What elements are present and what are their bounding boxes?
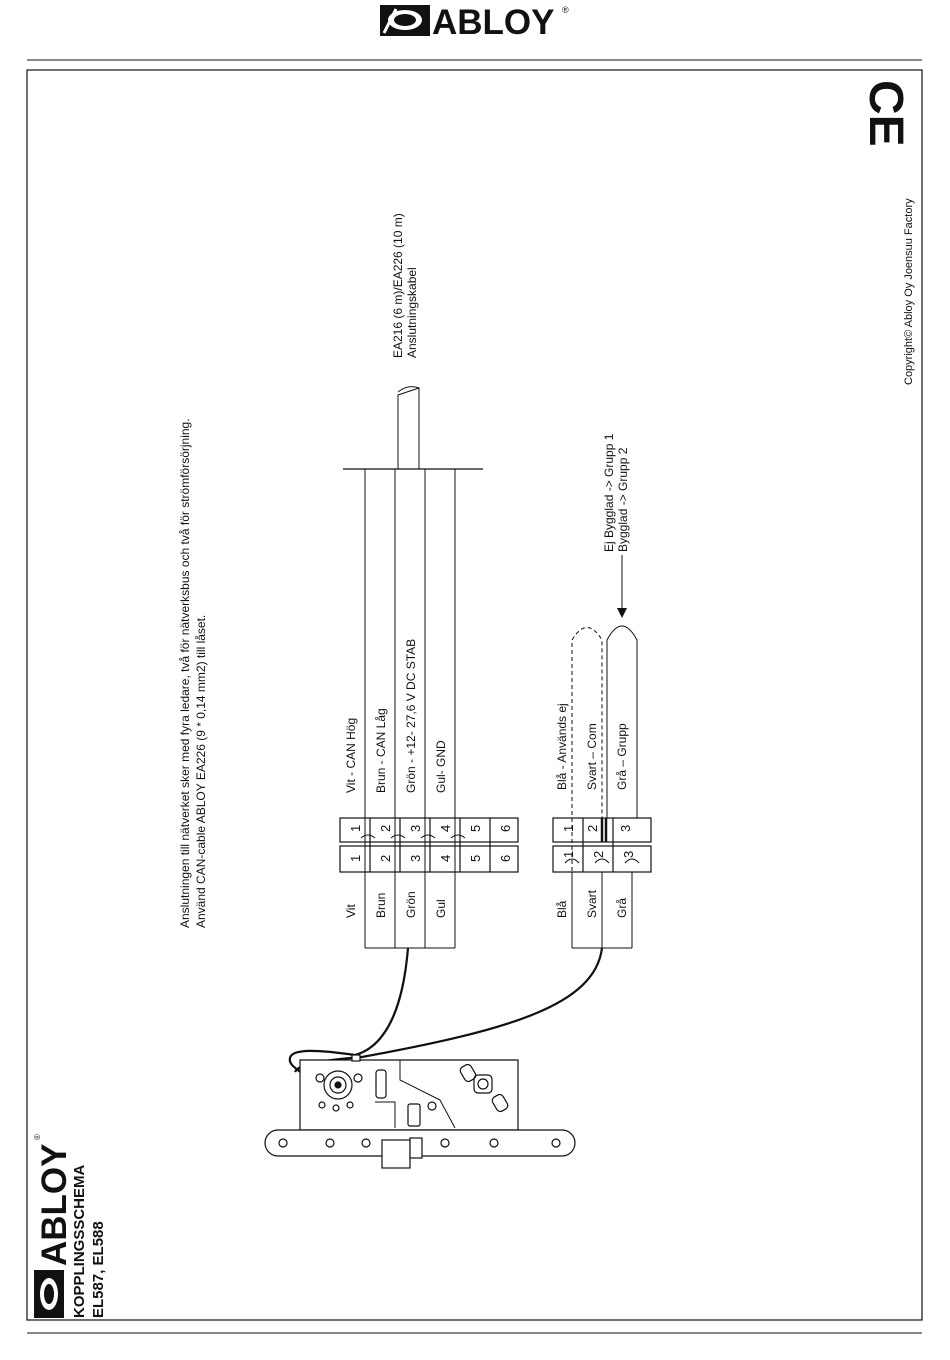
conn-b-signal-3: Grå – Grupp	[615, 723, 629, 790]
conn-a-signal-2: Brun - CAN Låg	[374, 708, 388, 793]
conn-a-pin-right-5: 5	[468, 854, 483, 862]
header-brand: ABLOY	[432, 3, 555, 42]
title-registered-mark: ®	[33, 1134, 42, 1140]
copyright-text: Copyright© Abloy Oy Joensuu Factory	[903, 198, 915, 385]
conn-a-pin-left-4: 4	[438, 824, 453, 832]
conn-a-pin-right-4: 4	[438, 854, 453, 862]
conn-a-signal-1: Vit - CAN Hög	[344, 717, 358, 793]
ce-mark-icon	[859, 80, 912, 147]
intro-note-line1: Anslutningen till nätverket sker med fyra ledare, två för nätverksbus och två för strömförsörjning.	[178, 418, 192, 928]
conn-b-wire-color-1: Blå	[555, 900, 569, 918]
conn-a-pin-left-1: 1	[348, 824, 363, 832]
conn-a-wire-color-3: Grön	[404, 891, 418, 918]
header-registered-mark: ®	[562, 5, 569, 15]
conn-a-pin-left-3: 3	[408, 824, 423, 832]
conn-a-wire-color-4: Gul	[434, 899, 448, 918]
conn-b-pin-right-3: 3	[621, 850, 636, 858]
conn-a-pin-right-2: 2	[378, 854, 393, 862]
conn-a-pin-right-6: 6	[498, 854, 513, 862]
abloy-key-logo-icon	[380, 5, 430, 36]
conn-a-pin-left-2: 2	[378, 824, 393, 832]
conn-b-pin-right-1: 1	[561, 850, 576, 858]
conn-a-signal-3: Grön - +12- 27,6 V DC STAB	[404, 638, 418, 793]
connector-a-plug	[340, 846, 518, 872]
conn-b-signal-1: Blå - Används ej	[555, 703, 569, 790]
cable-label-line1: EA216 (6 m)/EA226 (10 m)	[391, 213, 405, 358]
conn-a-wire-color-1: Vit	[344, 904, 358, 918]
header-logo	[380, 3, 569, 42]
conn-a-pin-right-1: 1	[348, 854, 363, 862]
conn-a-wire-color-2: Brun	[374, 892, 388, 918]
conn-a-pin-right-3: 3	[408, 854, 423, 862]
title-models: EL587, EL588	[90, 1221, 107, 1318]
group-arrow-icon	[617, 555, 627, 618]
conn-b-signal-2: Svart – Com	[585, 723, 599, 790]
connector-a-socket	[340, 818, 518, 842]
conn-b-pin-right-2: 2	[591, 850, 606, 858]
conn-a-pin-left-5: 5	[468, 824, 483, 832]
lock-body-icon	[265, 1055, 575, 1168]
ce-mark-text: CE	[859, 80, 912, 147]
title-brand: ABLOY	[35, 1143, 74, 1266]
conn-a-pin-left-6: 6	[498, 824, 513, 832]
cable-sheath	[343, 387, 483, 469]
group-label-line2: Bygglad -> Grupp 2	[616, 447, 630, 552]
title-block	[33, 1134, 107, 1318]
cable-label-line2: Anslutningskabel	[405, 267, 419, 358]
conn-b-pin-left-2: 2	[585, 824, 600, 832]
intro-note-line2: Använd CAN-cable ABLOY EA226 (9 * 0,14 mm2) till låset.	[194, 614, 208, 928]
conn-a-signal-4: Gul- GND	[434, 740, 448, 793]
conn-b-wire-color-3: Grå	[615, 897, 629, 918]
conn-b-wire-color-2: Svart	[585, 889, 599, 918]
conn-b-pin-left-3: 3	[618, 824, 633, 832]
connector-a	[340, 818, 518, 872]
conn-b-pin-left-1: 1	[561, 824, 576, 832]
group-label-line1: Ej Bygglad -> Grupp 1	[602, 433, 616, 552]
title-heading: KOPPLINGSSCHEMA	[71, 1164, 88, 1318]
